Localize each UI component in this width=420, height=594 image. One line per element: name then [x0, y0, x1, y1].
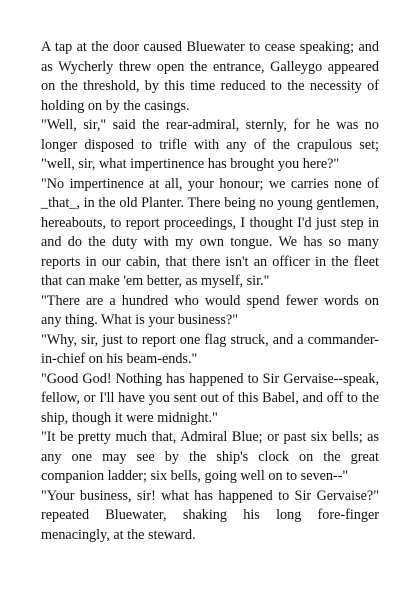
paragraph: "Well, sir," said the rear-admiral, sternly, for he was no longer disposed to trifle with any of the crapulous set; "well, sir, what impertinence has brought you here?": [41, 117, 379, 172]
paragraph: "There are a hundred who would spend fewer words on any thing. What is your business?": [41, 292, 379, 328]
paragraph: "No impertinence at all, your honour; we carries none of _that_, in the old Planter. There being no young gentlemen, hereabouts, to report proceedings, I thought I'd just step in and do the duty with my own tongue. We has so many reports in our cabin, that there isn't an officer in the fleet that can make 'em better, as myself, sir.": [41, 175, 379, 289]
paragraph: "Your business, sir! what has happened to Sir Gervaise?" repeated Bluewater, shaking his long fore-finger menacingly, at the steward.: [41, 487, 379, 543]
paragraph: "Good God! Nothing has happened to Sir Gervaise--speak, fellow, or I'll have you sent out of this Babel, and off to the ship, though it were midnight.": [41, 370, 379, 426]
paragraph: A tap at the door caused Bluewater to cease speaking; and as Wycherly threw open the entrance, Galleygo appeared on the threshold, by this time reduced to the necessity of holding on by the casings.: [41, 39, 379, 114]
paragraph: "Why, sir, just to report one flag struck, and a commander-in-chief on his beam-ends.": [41, 331, 379, 367]
paragraph: "It be pretty much that, Admiral Blue; or past six bells; as any one may see by the ship's clock on the great companion ladder; six bells, going well on to seven--": [41, 429, 379, 484]
page-text: [41, 38, 379, 545]
